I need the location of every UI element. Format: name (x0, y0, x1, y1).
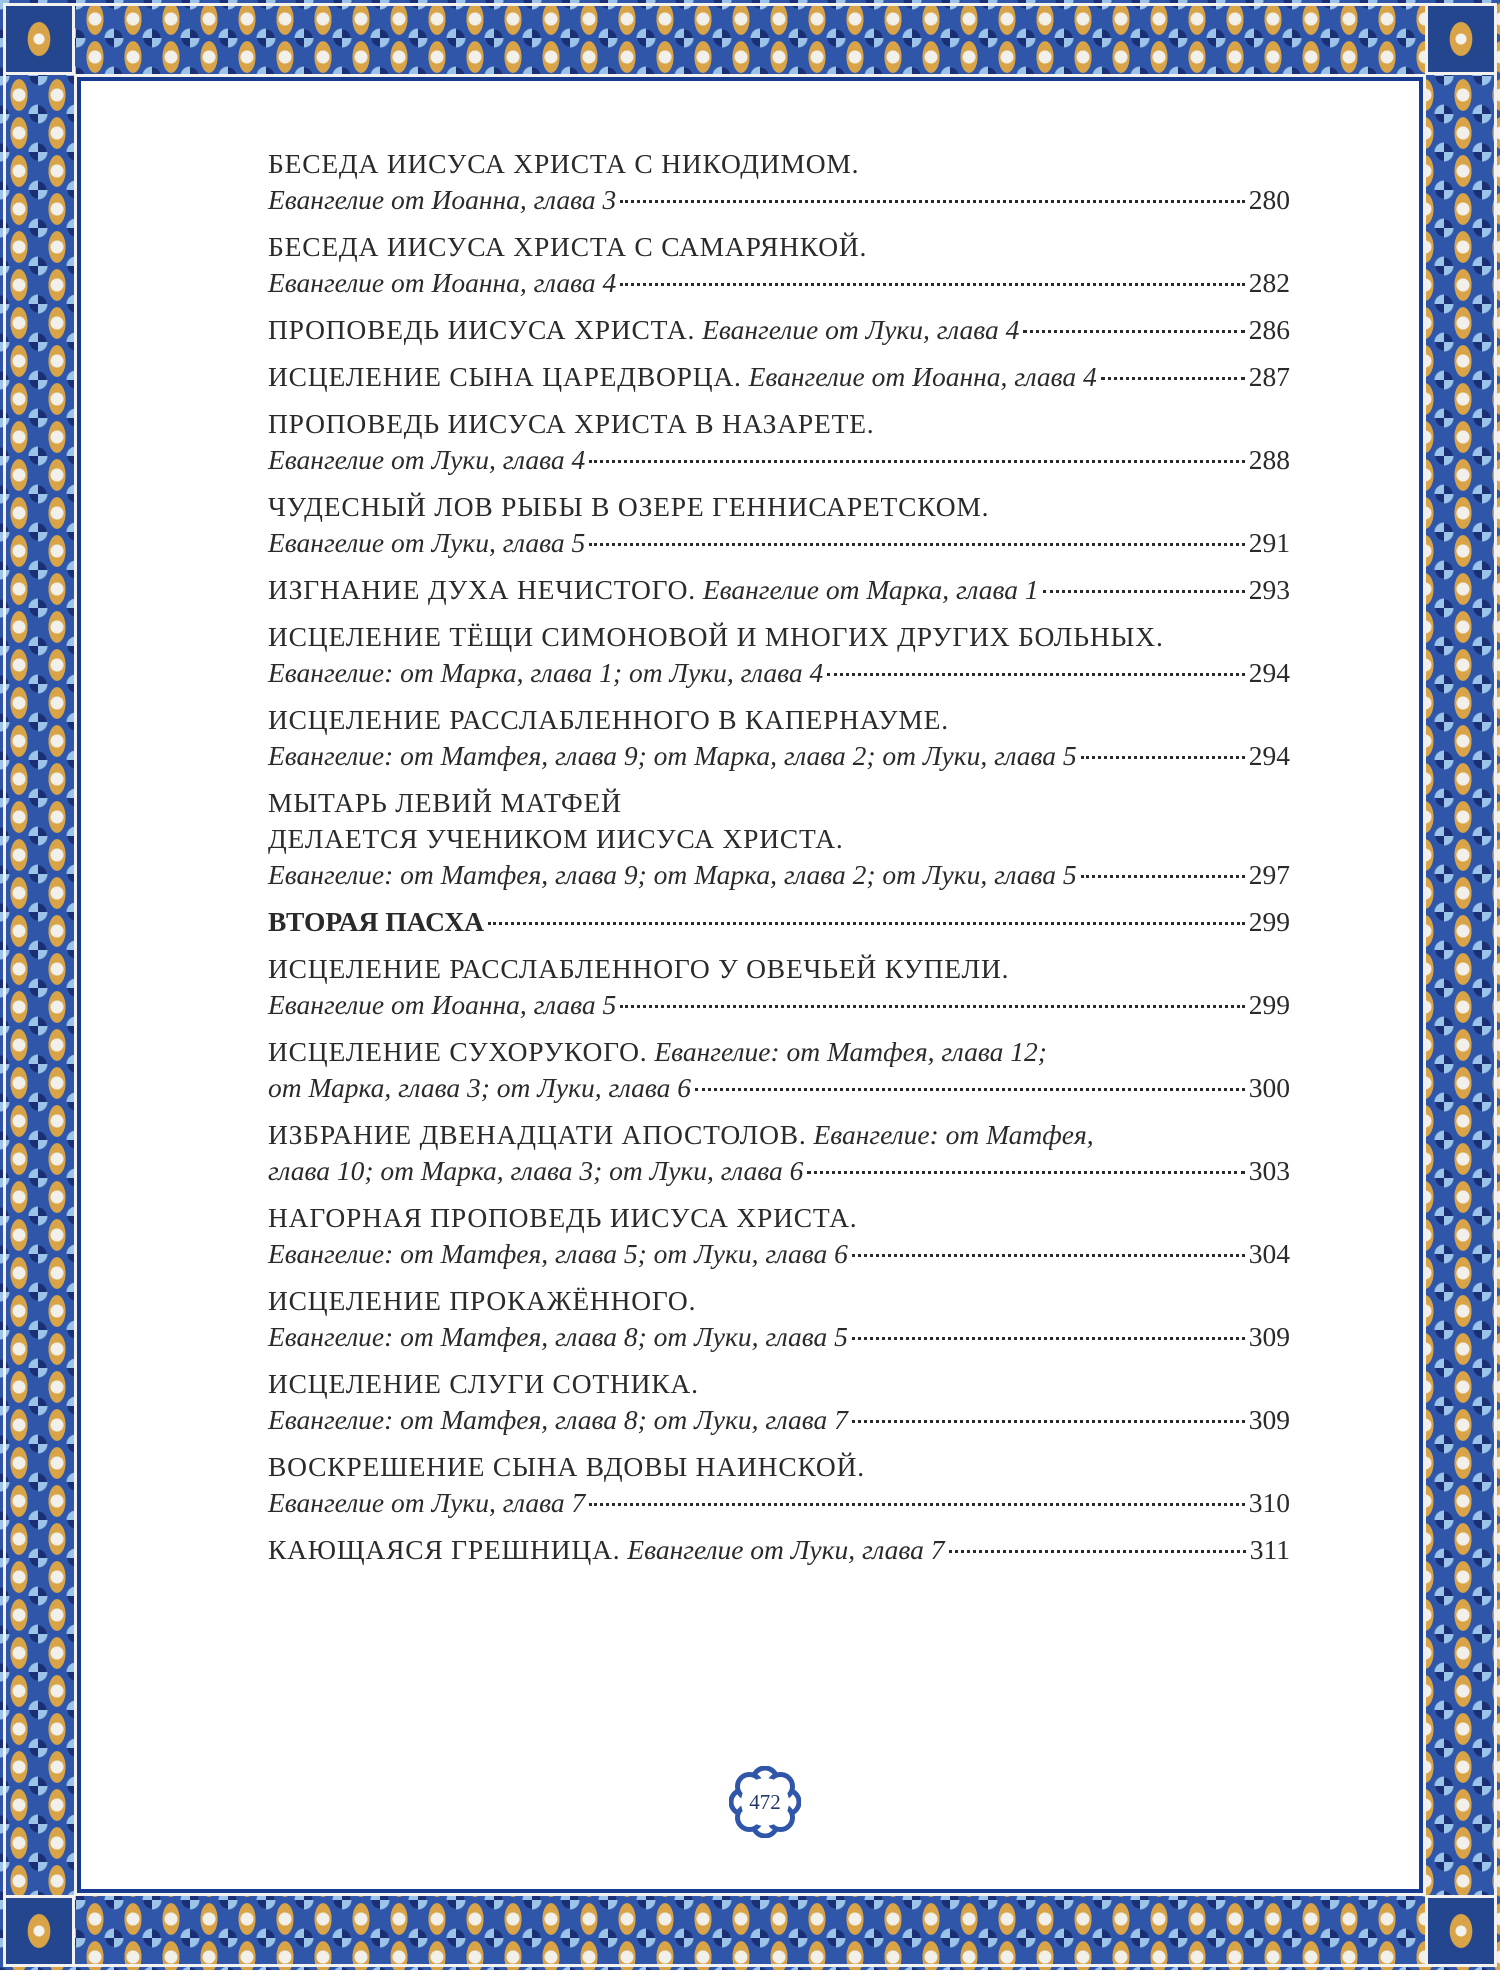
toc-entry[interactable] (268, 572, 1290, 608)
entry-reference: Евангелие от Иоанна, глава 5 (268, 989, 617, 1020)
entry-reference: Евангелие от Луки, глава 4 (702, 314, 1020, 345)
entry-reference: Евангелие: от Марка, глава 1; от Луки, глава 4 (268, 657, 824, 688)
corner-ornament (1425, 3, 1497, 75)
entry-reference: Евангелие от Луки, глава 7 (268, 1487, 586, 1518)
toc-entry[interactable] (268, 146, 1290, 218)
entry-title: ИСЦЕЛЕНИЕ ПРОКАЖЁННОГО. (268, 1285, 697, 1316)
toc-entry[interactable] (268, 619, 1290, 691)
entry-reference: Евангелие: от Матфея, глава 5; от Луки, глава 6 (268, 1238, 848, 1269)
entry-title: ПРОПОВЕДЬ ИИСУСА ХРИСТА. (268, 314, 696, 345)
table-of-contents (268, 146, 1290, 1579)
entry-title: ПРОПОВЕДЬ ИИСУСА ХРИСТА В НАЗАРЕТЕ. (268, 408, 875, 439)
toc-entry[interactable] (268, 702, 1290, 774)
entry-reference: Евангелие от Марка, глава 1 (702, 574, 1039, 605)
toc-entry[interactable] (268, 1449, 1290, 1521)
corner-ornament (3, 3, 75, 75)
toc-entry[interactable] (268, 1117, 1290, 1189)
entry-title: ВОСКРЕШЕНИЕ СЫНА ВДОВЫ НАИНСКОЙ. (268, 1451, 865, 1482)
dot-leader (827, 673, 1245, 676)
entry-title-line-2: ДЕЛАЕТСЯ УЧЕНИКОМ ИИСУСА ХРИСТА. (268, 823, 844, 854)
dot-leader (589, 460, 1244, 463)
entry-reference: Евангелие: от Матфея, глава 9; от Марка, глава 2; от Луки, глава 5 (268, 740, 1077, 771)
entry-title: НАГОРНАЯ ПРОПОВЕДЬ ИИСУСА ХРИСТА. (268, 1202, 858, 1233)
entry-reference-line-1: Евангелие: от Матфея, (813, 1119, 1094, 1150)
entry-reference: Евангелие: от Матфея, глава 9; от Марка, глава 2; от Луки, глава 5 (268, 859, 1077, 890)
entry-page-number: 303 (1248, 1155, 1290, 1186)
dot-leader (1081, 875, 1245, 878)
entry-title: БЕСЕДА ИИСУСА ХРИСТА С НИКОДИМОМ. (268, 148, 860, 179)
entry-title: ЧУДЕСНЫЙ ЛОВ РЫБЫ В ОЗЕРЕ ГЕННИСАРЕТСКОМ. (268, 491, 990, 522)
dot-leader (1081, 756, 1245, 759)
dot-leader (852, 1420, 1245, 1423)
corner-ornament (3, 1895, 75, 1967)
dot-leader (620, 283, 1245, 286)
entry-page-number: 299 (1248, 906, 1290, 937)
entry-page-number: 287 (1248, 361, 1290, 392)
dot-leader (620, 1005, 1245, 1008)
entry-title: ИСЦЕЛЕНИЕ СЛУГИ СОТНИКА. (268, 1368, 699, 1399)
entry-page-number: 299 (1248, 989, 1290, 1020)
dot-leader (807, 1171, 1244, 1174)
entry-page-number: 311 (1249, 1534, 1290, 1565)
entry-title: ИЗБРАНИЕ ДВЕНАДЦАТИ АПОСТОЛОВ. (268, 1119, 807, 1150)
entry-page-number: 297 (1248, 859, 1290, 890)
page-number: 472 (749, 1790, 781, 1814)
entry-reference-line-2: глава 10; от Марка, глава 3; от Луки, глава 6 (268, 1155, 804, 1186)
entry-page-number: 294 (1248, 740, 1290, 771)
page-number-badge (729, 1766, 801, 1838)
toc-entry[interactable] (268, 1283, 1290, 1355)
entry-title: ИСЦЕЛЕНИЕ СЫНА ЦАРЕДВОРЦА. (268, 361, 742, 392)
dot-leader (589, 1503, 1244, 1506)
dot-leader (1043, 590, 1245, 593)
entry-page-number: 282 (1248, 267, 1290, 298)
entry-title: ИСЦЕЛЕНИЕ СУХОРУКОГО. (268, 1036, 648, 1067)
entry-page-number: 286 (1248, 314, 1290, 345)
entry-title: ИСЦЕЛЕНИЕ ТЁЩИ СИМОНОВОЙ И МНОГИХ ДРУГИХ БОЛЬНЫХ. (268, 621, 1164, 652)
toc-entry[interactable] (268, 1532, 1290, 1568)
entry-title: ИЗГНАНИЕ ДУХА НЕЧИСТОГО. (268, 574, 696, 605)
entry-page-number: 293 (1248, 574, 1290, 605)
entry-page-number: 291 (1248, 527, 1290, 558)
toc-entry[interactable] (268, 1034, 1290, 1106)
toc-entry[interactable] (268, 312, 1290, 348)
entry-title: ВТОРАЯ ПАСХА (268, 906, 484, 937)
entry-page-number: 280 (1248, 184, 1290, 215)
entry-reference: Евангелие от Иоанна, глава 4 (748, 361, 1097, 392)
entry-page-number: 300 (1248, 1072, 1290, 1103)
dot-leader (852, 1337, 1245, 1340)
dot-leader (1101, 377, 1245, 380)
entry-title: БЕСЕДА ИИСУСА ХРИСТА С САМАРЯНКОЙ. (268, 231, 868, 262)
corner-ornament (1425, 1895, 1497, 1967)
entry-reference: Евангелие от Луки, глава 7 (627, 1534, 945, 1565)
entry-title: КАЮЩАЯСЯ ГРЕШНИЦА. (268, 1534, 621, 1565)
entry-page-number: 294 (1248, 657, 1290, 688)
entry-page-number: 310 (1248, 1487, 1290, 1518)
entry-title: ИСЦЕЛЕНИЕ РАССЛАБЛЕННОГО В КАПЕРНАУМЕ. (268, 704, 949, 735)
entry-reference: Евангелие: от Матфея, глава 8; от Луки, глава 5 (268, 1321, 848, 1352)
dot-leader (1023, 330, 1244, 333)
entry-page-number: 288 (1248, 444, 1290, 475)
toc-entry[interactable] (268, 489, 1290, 561)
entry-title-line-1: МЫТАРЬ ЛЕВИЙ МАТФЕЙ (268, 787, 622, 818)
dot-leader (620, 200, 1245, 203)
toc-entry[interactable] (268, 406, 1290, 478)
entry-reference: Евангелие: от Матфея, глава 8; от Луки, глава 7 (268, 1404, 848, 1435)
toc-entry[interactable] (268, 1366, 1290, 1438)
entry-reference: Евангелие от Иоанна, глава 3 (268, 184, 617, 215)
entry-reference-line-1: Евангелие: от Матфея, глава 12; (654, 1036, 1047, 1067)
toc-entry[interactable] (268, 785, 1290, 893)
toc-entry[interactable] (268, 951, 1290, 1023)
entry-page-number: 309 (1248, 1321, 1290, 1352)
toc-entry[interactable] (268, 229, 1290, 301)
entry-reference-line-2: от Марка, глава 3; от Луки, глава 6 (268, 1072, 692, 1103)
entry-reference: Евангелие от Луки, глава 5 (268, 527, 586, 558)
entry-page-number: 304 (1248, 1238, 1290, 1269)
dot-leader (852, 1254, 1245, 1257)
page-body (81, 81, 1419, 1889)
dot-leader (589, 543, 1244, 546)
toc-entry[interactable] (268, 359, 1290, 395)
entry-title: ИСЦЕЛЕНИЕ РАССЛАБЛЕННОГО У ОВЕЧЬЕЙ КУПЕЛИ. (268, 953, 1010, 984)
entry-reference: Евангелие от Иоанна, глава 4 (268, 267, 617, 298)
toc-entry[interactable] (268, 1200, 1290, 1272)
dot-leader (488, 922, 1245, 925)
entry-reference: Евангелие от Луки, глава 4 (268, 444, 586, 475)
toc-entry[interactable] (268, 904, 1290, 940)
entry-page-number: 309 (1248, 1404, 1290, 1435)
dot-leader (949, 1550, 1246, 1553)
dot-leader (695, 1088, 1245, 1091)
